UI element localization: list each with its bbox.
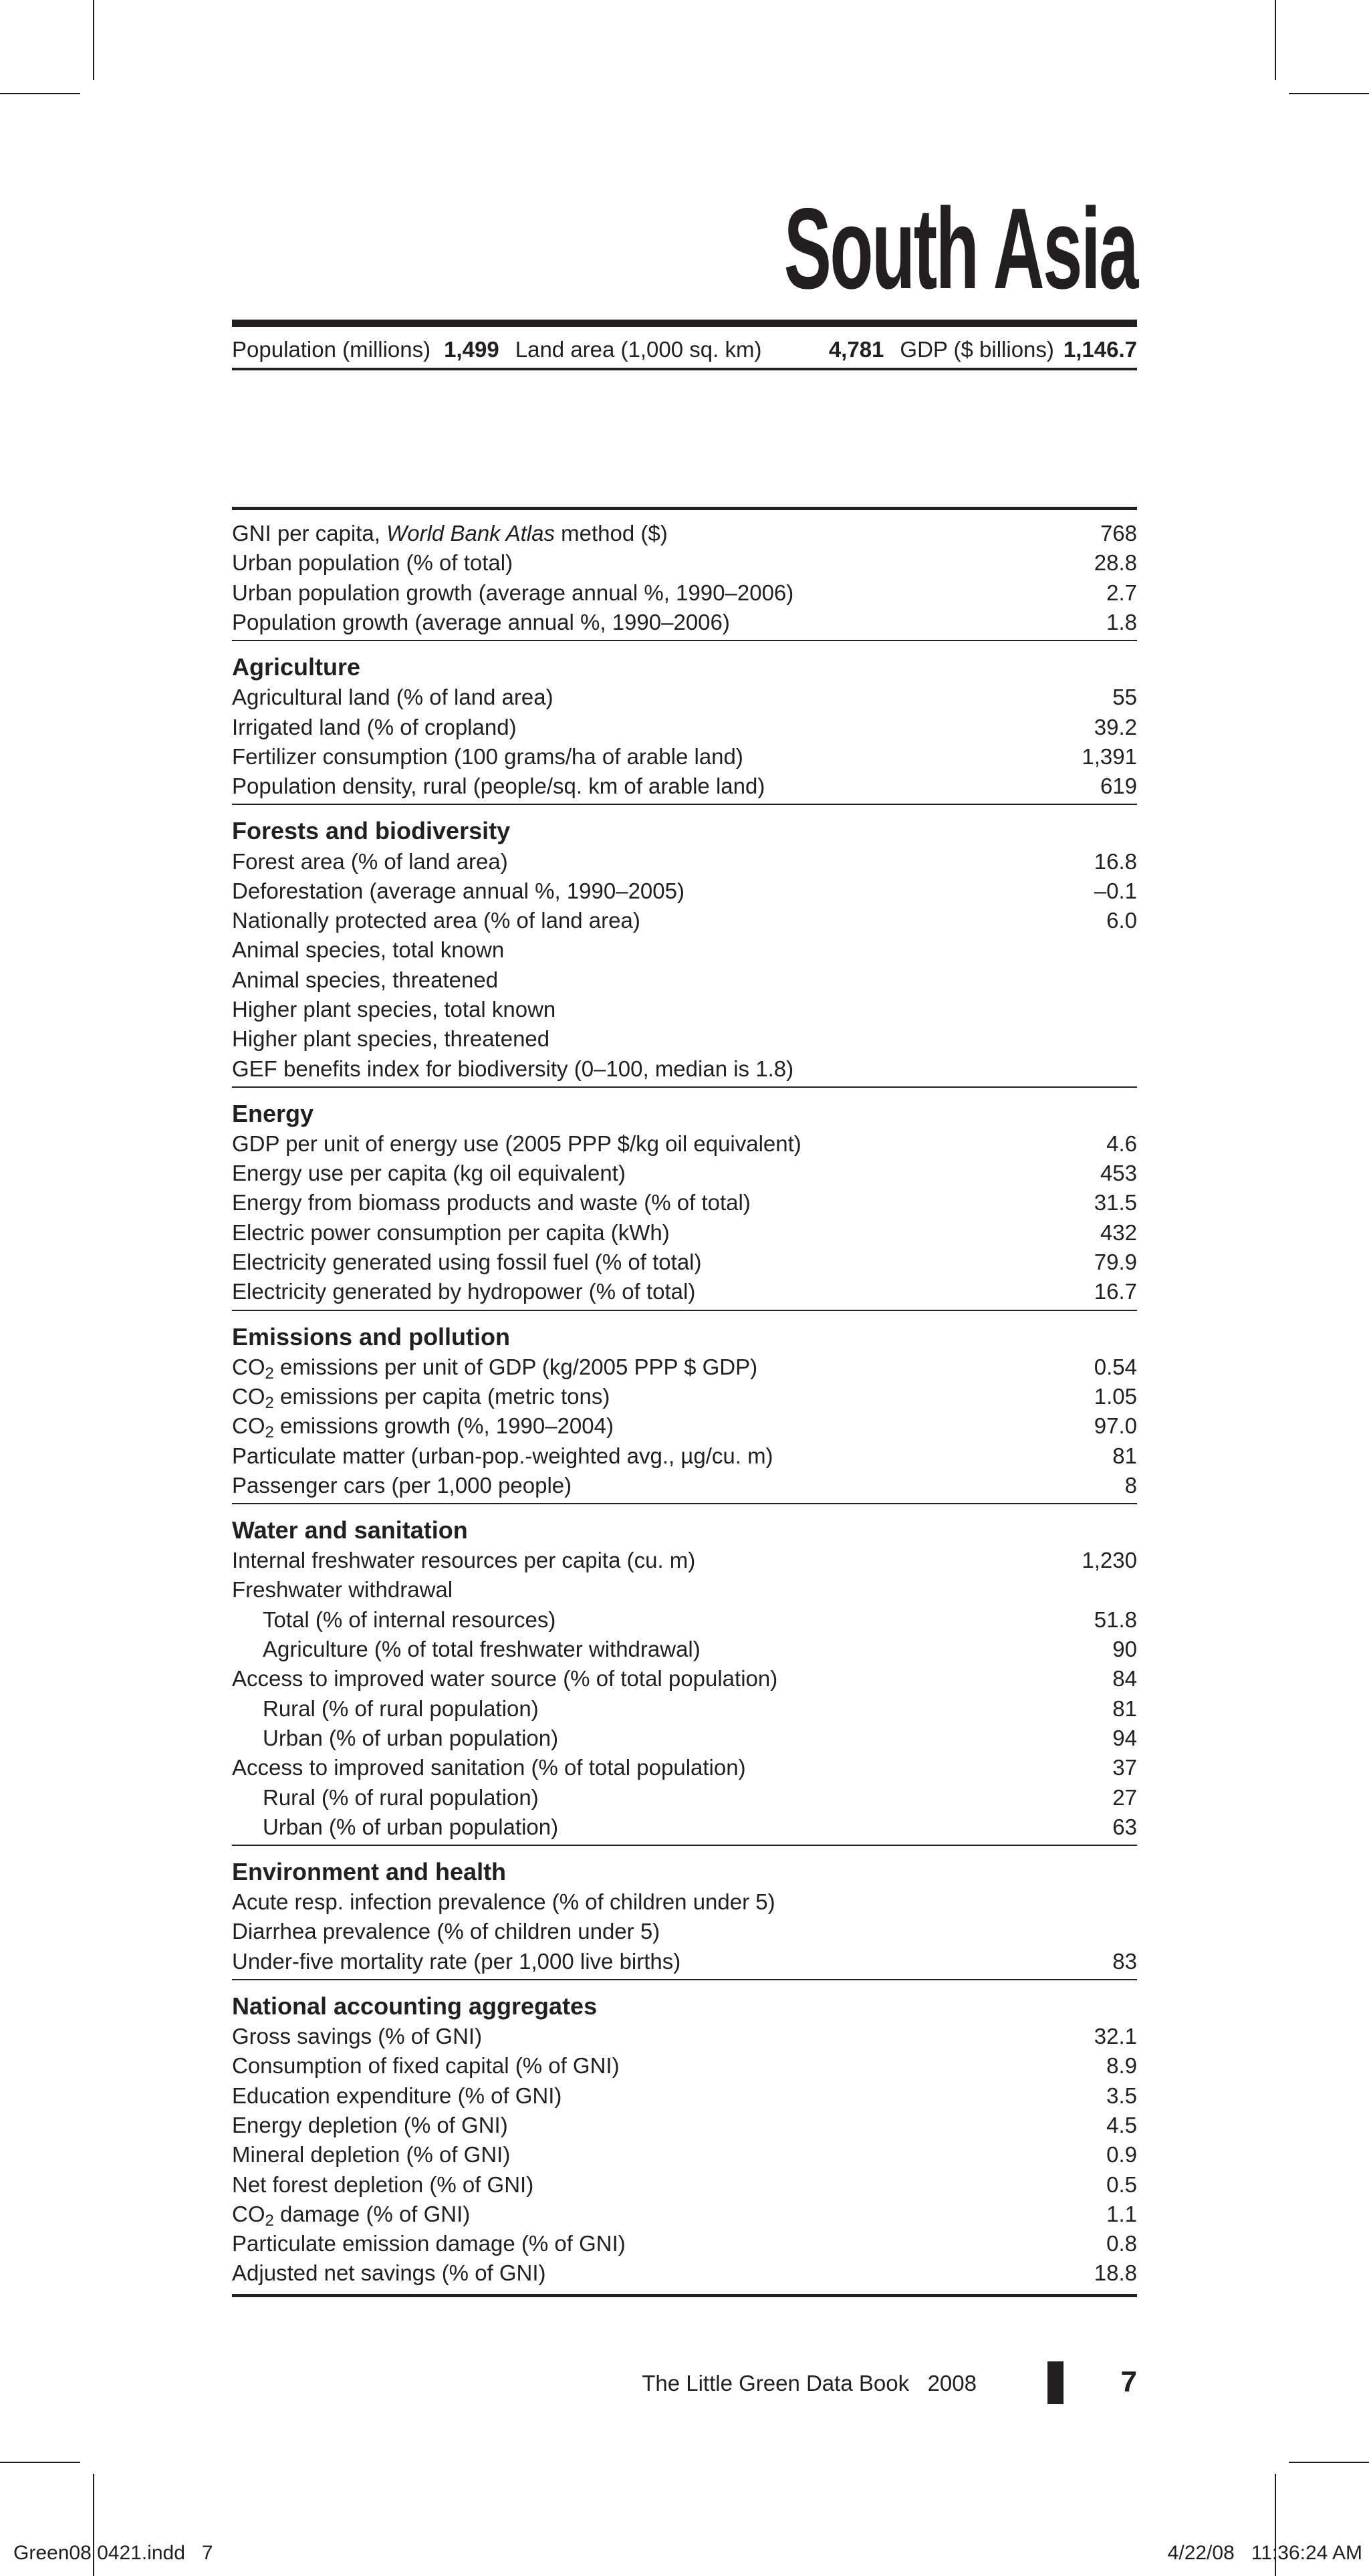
label-text: Internal freshwater resources per capita (cu. m) [232, 1548, 696, 1573]
row-label [232, 2260, 546, 2286]
label-text: Diarrhea prevalence (% of children under 5) [232, 1919, 660, 1944]
table-row [232, 2258, 1137, 2288]
row-label [232, 1473, 572, 1498]
row-label [232, 1354, 758, 1383]
row-value: 16.7 [1094, 1279, 1137, 1304]
label-text: Acute resp. infection prevalence (% of children under 5) [232, 1889, 775, 1915]
row-value: 453 [1100, 1161, 1137, 1186]
row-value: 1.8 [1106, 610, 1137, 635]
row-label [232, 1443, 773, 1469]
row-label [232, 1919, 660, 1944]
row-value: 18.8 [1094, 2260, 1137, 2286]
label-text: Animal species, total known [232, 937, 505, 963]
table-section [232, 1857, 1137, 1980]
page-footer [232, 2361, 1137, 2404]
page-title: South Asia [783, 185, 1137, 313]
label-text: Rural (% of rural population) [263, 1784, 539, 1810]
table-row [232, 1129, 1137, 1159]
section-heading: Agriculture [232, 653, 361, 681]
row-value: 39.2 [1094, 714, 1137, 739]
label-text: Urban (% of urban population) [263, 1725, 559, 1750]
table-row [232, 1724, 1137, 1753]
label-text: Higher plant species, threatened [232, 1026, 550, 1052]
label-text: Freshwater withdrawal [232, 1577, 453, 1603]
table-row [232, 1024, 1137, 1054]
table-row [232, 1382, 1137, 1411]
row-value: 2.7 [1106, 580, 1137, 605]
row-label [232, 997, 555, 1022]
row-label [232, 521, 668, 546]
row-label [232, 1026, 549, 1052]
table-row [232, 2200, 1137, 2229]
summary-stats [232, 334, 1137, 365]
table-row [232, 2229, 1137, 2258]
table-row [232, 1159, 1137, 1188]
table-row [232, 846, 1137, 876]
footer-bar [1047, 2361, 1064, 2404]
table-row [232, 712, 1137, 741]
table-row [232, 1218, 1137, 1248]
label-text: Total (% of internal resources) [263, 1607, 556, 1632]
row-label [232, 2231, 626, 2256]
slug-file: Green08 0421.indd 7 [13, 2542, 213, 2564]
label-text: Adjusted net savings (% of GNI) [232, 2260, 546, 2286]
table-row [232, 1947, 1137, 1976]
table-row [232, 683, 1137, 712]
row-value: 32.1 [1094, 2024, 1137, 2049]
summary-label: GDP ($ billions) [900, 337, 1054, 362]
label-text: GDP per unit of energy use (2005 PPP $/kg oil equivalent) [232, 1131, 801, 1156]
row-value: 1.1 [1106, 2201, 1137, 2226]
label-text: Particulate matter (urban-pop.-weighted avg., µg/cu. m) [232, 1443, 773, 1468]
label-text: emissions growth (%, 1990–2004) [273, 1413, 614, 1439]
label-text: Urban population growth (average annual %, 1990–2006) [232, 580, 794, 605]
table-row [232, 1635, 1137, 1664]
table-row [232, 2170, 1137, 2199]
row-label [232, 610, 730, 635]
table-row [232, 519, 1137, 548]
table-row [232, 1441, 1137, 1470]
label-text: Mineral depletion (% of GNI) [232, 2142, 511, 2168]
summary-value: 4,781 [828, 337, 884, 362]
row-label [232, 879, 684, 904]
row-value: 0.9 [1106, 2142, 1137, 2168]
table-row [232, 1605, 1137, 1635]
label-text: Urban population (% of total) [232, 550, 513, 576]
label-text: Nationally protected area (% of land area) [232, 908, 640, 933]
summary-label: Land area (1,000 sq. km) [515, 337, 762, 362]
table-section [232, 1322, 1137, 1504]
row-label [232, 580, 793, 606]
row-value: 1,230 [1082, 1548, 1137, 1573]
row-value: 432 [1100, 1219, 1137, 1245]
row-value: 28.8 [1094, 550, 1137, 576]
row-label [232, 1607, 555, 1633]
row-value: 84 [1112, 1666, 1137, 1691]
section-heading: Water and sanitation [232, 1516, 468, 1544]
row-label [232, 849, 508, 874]
table-row [232, 1411, 1137, 1441]
section-heading: National accounting aggregates [232, 1992, 598, 2020]
label-text: Consumption of fixed capital (% of GNI) [232, 2053, 620, 2079]
table-row [232, 1575, 1137, 1605]
table-row [232, 995, 1137, 1024]
row-label [232, 2201, 471, 2230]
row-label [232, 1279, 695, 1304]
row-value: 0.8 [1106, 2231, 1137, 2256]
table-row [232, 578, 1137, 608]
row-label [232, 2172, 533, 2198]
row-label [232, 1696, 539, 1722]
table-row [232, 1782, 1137, 1812]
row-value: 16.8 [1094, 848, 1137, 874]
row-label [232, 1814, 558, 1840]
page-number: 7 [1120, 2365, 1137, 2398]
table-row [232, 1248, 1137, 1277]
table-top-rule [232, 507, 1137, 510]
table-row [232, 2081, 1137, 2110]
table-row [232, 1812, 1137, 1842]
label-text: Under-five mortality rate (per 1,000 live births) [232, 1948, 681, 1974]
label-subscript: 2 [265, 2211, 274, 2230]
label-subscript: 2 [265, 1364, 274, 1383]
row-label [232, 2142, 510, 2168]
label-text: Population growth (average annual %, 1990–2006) [232, 610, 730, 635]
table-section [232, 1515, 1137, 1846]
row-value: –0.1 [1094, 878, 1137, 903]
label-subscript: 2 [265, 1423, 274, 1442]
row-value: 94 [1112, 1725, 1137, 1750]
row-value: 37 [1112, 1755, 1137, 1780]
row-label [232, 2024, 482, 2049]
label-text: Electricity generated using fossil fuel (% of total) [232, 1250, 702, 1275]
row-value: 83 [1112, 1948, 1137, 1974]
row-value: 31.5 [1094, 1190, 1137, 1215]
row-value: 1,391 [1082, 743, 1137, 769]
table-row [232, 1353, 1137, 1382]
row-label [232, 1056, 793, 1082]
label-text: Forest area (% of land area) [232, 848, 508, 874]
row-label [232, 2083, 562, 2109]
row-value: 3.5 [1106, 2083, 1137, 2108]
crop-mark [0, 93, 80, 94]
row-label [232, 1161, 626, 1186]
summary-value: 1,499 [444, 337, 499, 362]
label-text: Access to improved water source (% of total population) [232, 1666, 778, 1691]
row-value: 51.8 [1094, 1607, 1137, 1632]
label-text: Higher plant species, total known [232, 997, 556, 1022]
row-label [232, 1577, 453, 1603]
row-label [232, 685, 553, 710]
book-title: The Little Green Data Book 2008 [642, 2371, 977, 2395]
indicator-table [232, 519, 1137, 2291]
label-text: emissions per capita (metric tons) [273, 1383, 610, 1409]
label-text: Animal species, threatened [232, 967, 499, 992]
section-heading: Emissions and pollution [232, 1322, 511, 1351]
table-row [232, 1546, 1137, 1575]
label-text: Passenger cars (per 1,000 people) [232, 1472, 572, 1498]
label-text: Electric power consumption per capita (kWh) [232, 1219, 670, 1245]
table-row [232, 1277, 1137, 1306]
row-value: 81 [1112, 1695, 1137, 1721]
table-row [232, 1694, 1137, 1724]
summary-rule [232, 368, 1137, 370]
table-row [232, 1887, 1137, 1917]
label-text: Rural (% of rural population) [263, 1695, 539, 1721]
row-label [232, 1131, 801, 1157]
label-prefix: CO [232, 1383, 265, 1409]
table-row [232, 2140, 1137, 2170]
table-section [232, 519, 1137, 641]
row-value: 90 [1112, 1637, 1137, 1662]
table-row [232, 1471, 1137, 1500]
row-value: 6.0 [1106, 908, 1137, 933]
label-text: Energy use per capita (kg oil equivalent) [232, 1161, 626, 1186]
row-label [232, 1190, 751, 1215]
slug-date: 4/22/08 11:36:24 AM [1167, 2542, 1362, 2564]
row-label [232, 744, 743, 770]
row-label [232, 715, 517, 740]
crop-mark [93, 0, 94, 80]
crop-mark [1275, 0, 1276, 80]
table-bottom-rule [232, 2294, 1137, 2297]
table-row [232, 2051, 1137, 2081]
row-label [232, 550, 513, 576]
row-label [232, 1755, 746, 1780]
title-rule [232, 320, 1137, 327]
row-value: 4.5 [1106, 2112, 1137, 2137]
row-value: 0.5 [1106, 2172, 1137, 2197]
label-text: Population density, rural (people/sq. km of arable land) [232, 774, 765, 799]
row-label [232, 1250, 702, 1275]
crop-mark [0, 2462, 80, 2463]
table-row [232, 548, 1137, 578]
table-section [232, 1098, 1137, 1311]
row-label [232, 2053, 620, 2079]
label-text: Energy from biomass products and waste (% of total) [232, 1190, 751, 1215]
label-prefix: CO [232, 2201, 265, 2226]
label-prefix: GNI per capita, [232, 521, 387, 546]
row-label [232, 1413, 614, 1442]
row-label [232, 1548, 695, 1573]
table-row [232, 772, 1137, 801]
label-text: Energy depletion (% of GNI) [232, 2112, 508, 2137]
row-value: 81 [1112, 1443, 1137, 1468]
row-label [232, 1220, 670, 1246]
label-text: Gross savings (% of GNI) [232, 2024, 483, 2049]
table-row [232, 2022, 1137, 2051]
label-text: Agriculture (% of total freshwater withdrawal) [263, 1637, 701, 1662]
label-text: Urban (% of urban population) [263, 1814, 559, 1839]
row-value: 1.05 [1094, 1383, 1137, 1409]
section-heading: Forests and biodiversity [232, 817, 511, 845]
row-label [232, 2113, 508, 2138]
summary-value: 1,146.7 [1063, 337, 1137, 362]
row-value: 63 [1112, 1814, 1137, 1839]
table-row [232, 906, 1137, 935]
label-text: method ($) [554, 521, 668, 546]
label-text: Particulate emission damage (% of GNI) [232, 2231, 626, 2256]
row-label [232, 1666, 777, 1691]
row-label [232, 967, 498, 993]
row-value: 97.0 [1094, 1413, 1137, 1439]
label-italic: World Bank Atlas [386, 521, 555, 546]
row-value: 55 [1112, 685, 1137, 710]
table-row [232, 1753, 1137, 1782]
label-text: Agricultural land (% of land area) [232, 685, 553, 710]
row-value: 768 [1100, 521, 1137, 546]
table-row [232, 742, 1137, 772]
table-row [232, 1188, 1137, 1217]
label-text: Deforestation (average annual %, 1990–2005) [232, 878, 684, 903]
label-text: Irrigated land (% of cropland) [232, 714, 517, 739]
table-section [232, 1991, 1137, 2291]
label-subscript: 2 [265, 1393, 274, 1412]
row-value: 27 [1112, 1784, 1137, 1810]
row-label [232, 1383, 610, 1412]
row-label [232, 774, 765, 799]
row-value: 8.9 [1106, 2053, 1137, 2079]
row-label [232, 937, 504, 963]
summary-label: Population (millions) [232, 337, 431, 362]
row-label [232, 1637, 701, 1662]
table-section [232, 816, 1137, 1087]
table-row [232, 935, 1137, 965]
row-value: 8 [1124, 1472, 1137, 1498]
row-value: 4.6 [1106, 1131, 1137, 1156]
row-value: 619 [1100, 774, 1137, 799]
label-text: Electricity generated by hydropower (% of total) [232, 1279, 696, 1304]
row-label [232, 1726, 558, 1751]
row-label [232, 1785, 539, 1810]
row-label [232, 1889, 775, 1915]
label-prefix: CO [232, 1354, 265, 1379]
crop-mark [1289, 2462, 1369, 2463]
table-row [232, 2111, 1137, 2140]
label-text: Net forest depletion (% of GNI) [232, 2172, 534, 2197]
label-text: damage (% of GNI) [273, 2201, 471, 2226]
table-row [232, 1054, 1137, 1083]
table-section [232, 652, 1137, 805]
crop-mark [1289, 93, 1369, 94]
row-value: 0.54 [1094, 1354, 1137, 1379]
row-label [232, 1949, 680, 1974]
table-row [232, 876, 1137, 906]
table-row [232, 608, 1137, 637]
table-row [232, 965, 1137, 995]
label-text: emissions per unit of GDP (kg/2005 PPP $ GDP) [273, 1354, 758, 1379]
table-row [232, 1664, 1137, 1693]
label-prefix: CO [232, 1413, 265, 1439]
section-heading: Energy [232, 1099, 314, 1127]
label-text: Fertilizer consumption (100 grams/ha of arable land) [232, 743, 743, 769]
label-text: Education expenditure (% of GNI) [232, 2083, 562, 2108]
section-heading: Environment and health [232, 1857, 507, 1885]
label-text: GEF benefits index for biodiversity (0–100, median is 1.8) [232, 1056, 794, 1081]
row-value: 79.9 [1094, 1250, 1137, 1275]
label-text: Access to improved sanitation (% of total population) [232, 1755, 746, 1780]
row-label [232, 908, 640, 933]
table-row [232, 1917, 1137, 1946]
